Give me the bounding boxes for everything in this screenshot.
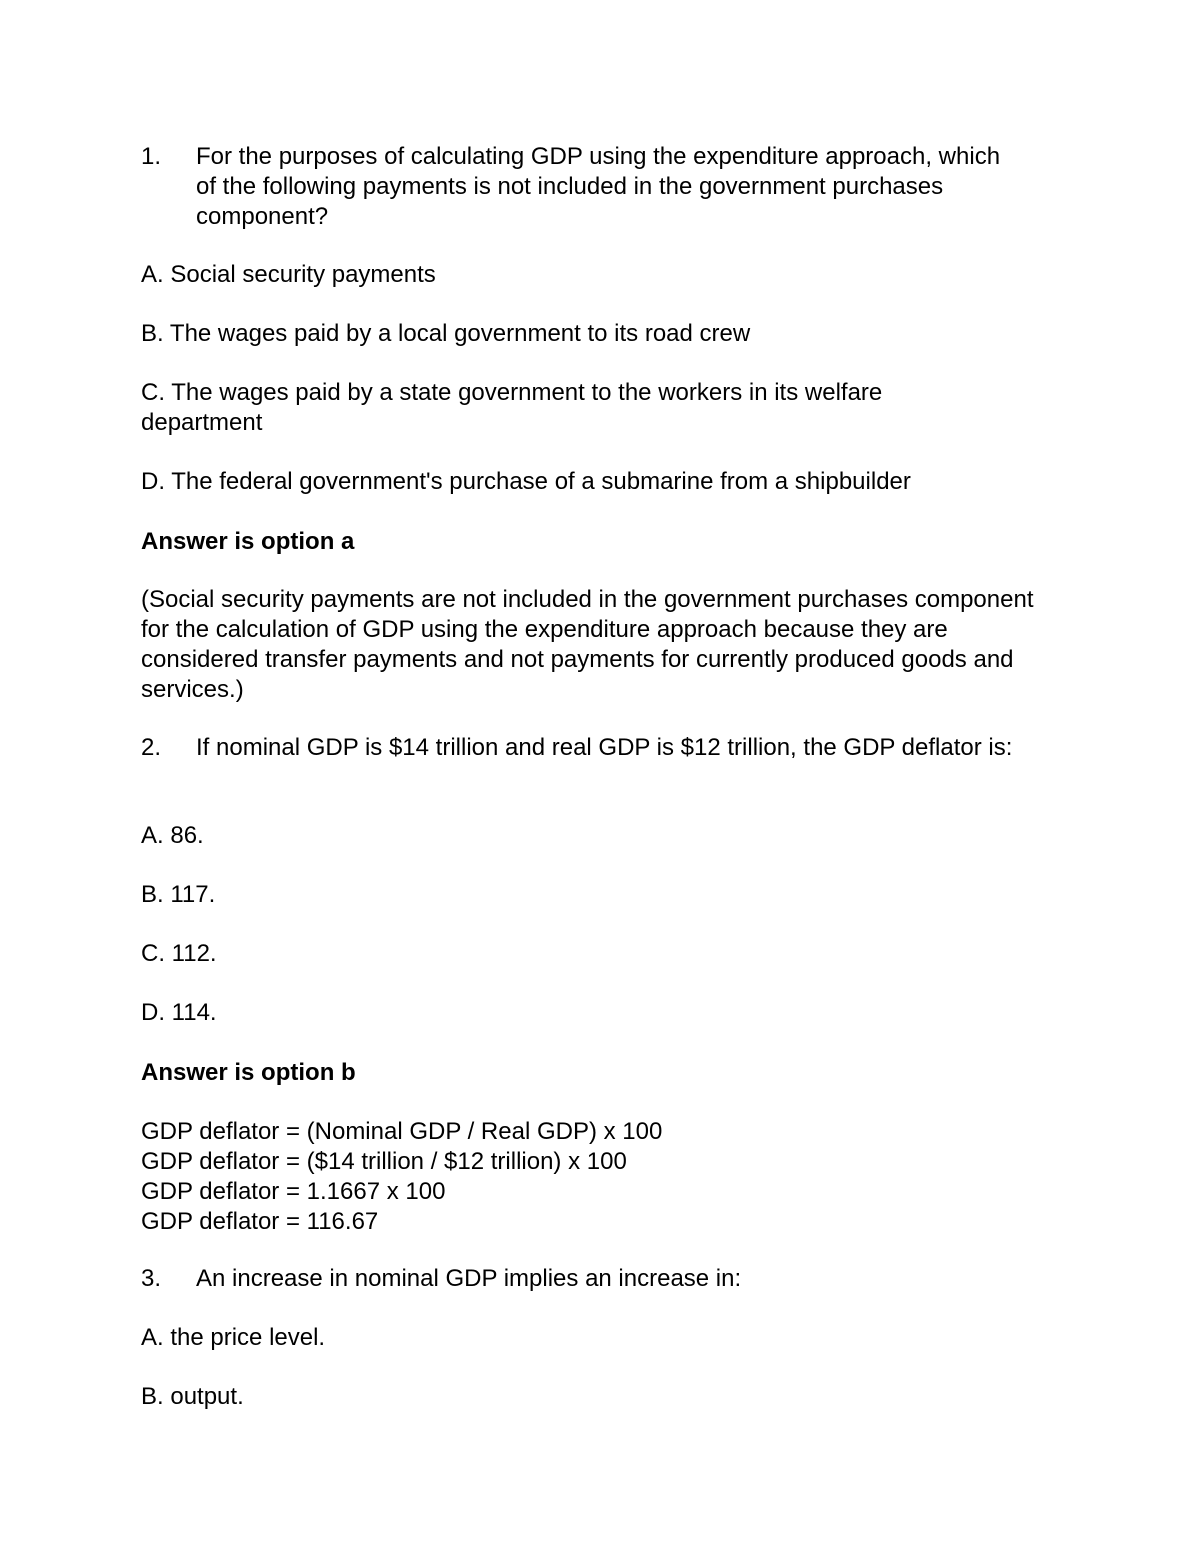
working-line: GDP deflator = (Nominal GDP / Real GDP) x 100 [141,1118,663,1145]
question-2-working [141,1117,1061,1237]
question-2-option-a: A. 86. [141,822,204,849]
question-number: 1. [141,143,162,170]
question-3 [141,1264,1061,1294]
question-1 [141,142,1061,232]
question-text: An increase in nominal GDP implies an increase in: [196,1265,742,1292]
question-1-option-a: A. Social security payments [141,261,436,288]
question-2-option-d: D. 114. [141,999,217,1026]
question-3-option-a: A. the price level. [141,1324,326,1351]
question-1-answer: Answer is option a [141,528,355,555]
question-1-option-b: B. The wages paid by a local government to its road crew [141,320,751,347]
question-1-explanation: (Social security payments are not included in the government purchases component for the calculation of GDP using the expenditure approach because they are considered transfer payments and not payments for currently produced goods and services.) [141,586,1034,703]
question-2-answer: Answer is option b [141,1059,356,1086]
question-text: If nominal GDP is $14 trillion and real GDP is $12 trillion, the GDP deflator is: [196,734,1013,761]
question-text: For the purposes of calculating GDP using the expenditure approach, which of the following payments is not included in the government purchases component? [196,143,1001,230]
working-line: GDP deflator = 116.67 [141,1208,379,1235]
question-1-option-c: C. The wages paid by a state government to the workers in its welfare department [141,379,883,436]
question-2 [141,733,1061,763]
question-number: 2. [141,734,162,761]
question-3-option-b: B. output. [141,1383,244,1410]
working-line: GDP deflator = 1.1667 x 100 [141,1178,446,1205]
working-line: GDP deflator = ($14 trillion / $12 trillion) x 100 [141,1148,627,1175]
question-number: 3. [141,1265,162,1292]
question-2-option-b: B. 117. [141,881,216,908]
question-2-option-c: C. 112. [141,940,217,967]
question-1-option-d: D. The federal government's purchase of a submarine from a shipbuilder [141,468,911,495]
